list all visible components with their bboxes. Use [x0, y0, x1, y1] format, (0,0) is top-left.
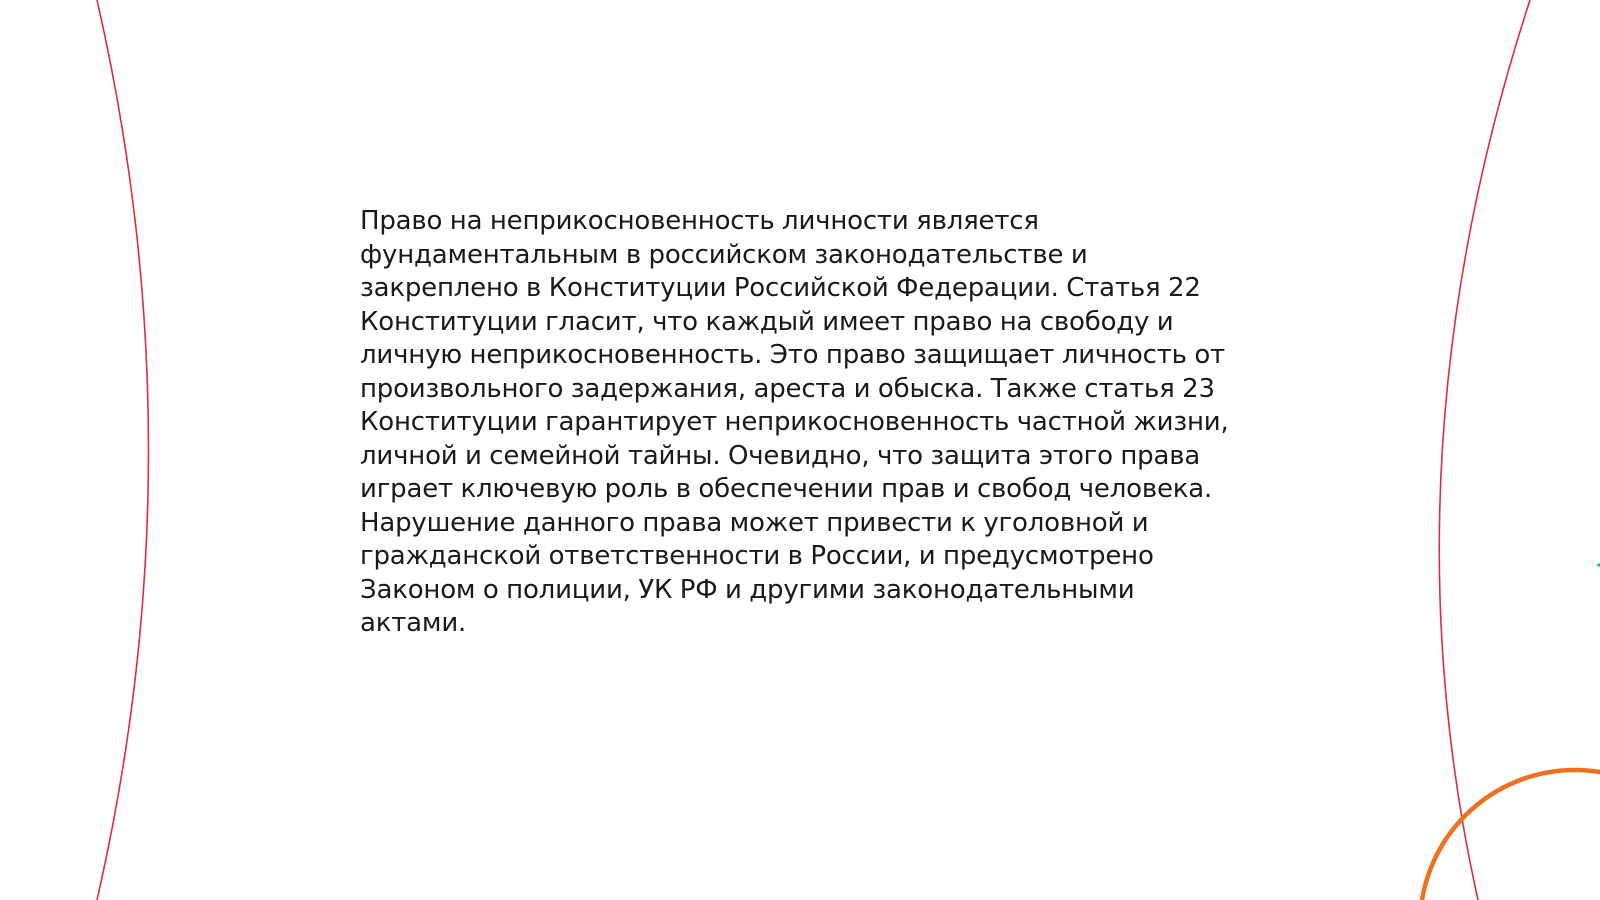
orange-corner-arc — [1420, 770, 1600, 900]
body-paragraph: Право на неприкосновенность личности является фундаментальным в российском законодательстве и закреплено в Конституции Российской Федерации. Статья 22 Конституции гласит, что каждый имеет право на свободу и личную неприкосновенность. Это право защищает личность от произвольного задержания, ареста и обыска. Также статья 23 Конституции гарантирует неприкосновенность частной жизни, личной и семейной тайны. Очевидно, что защита этого права играет ключевую роль в обеспечении прав и свобод человека. Нарушение данного права может привести к уголовной и гражданской ответственности в России, и предусмотрено Законом о полиции, УК РФ и другими законодательными актами. — [360, 206, 1229, 638]
left-red-curve — [97, 0, 149, 900]
cyan-accent-mark — [1596, 563, 1600, 567]
body-text-box — [360, 205, 1260, 641]
right-red-curve — [1439, 0, 1530, 900]
